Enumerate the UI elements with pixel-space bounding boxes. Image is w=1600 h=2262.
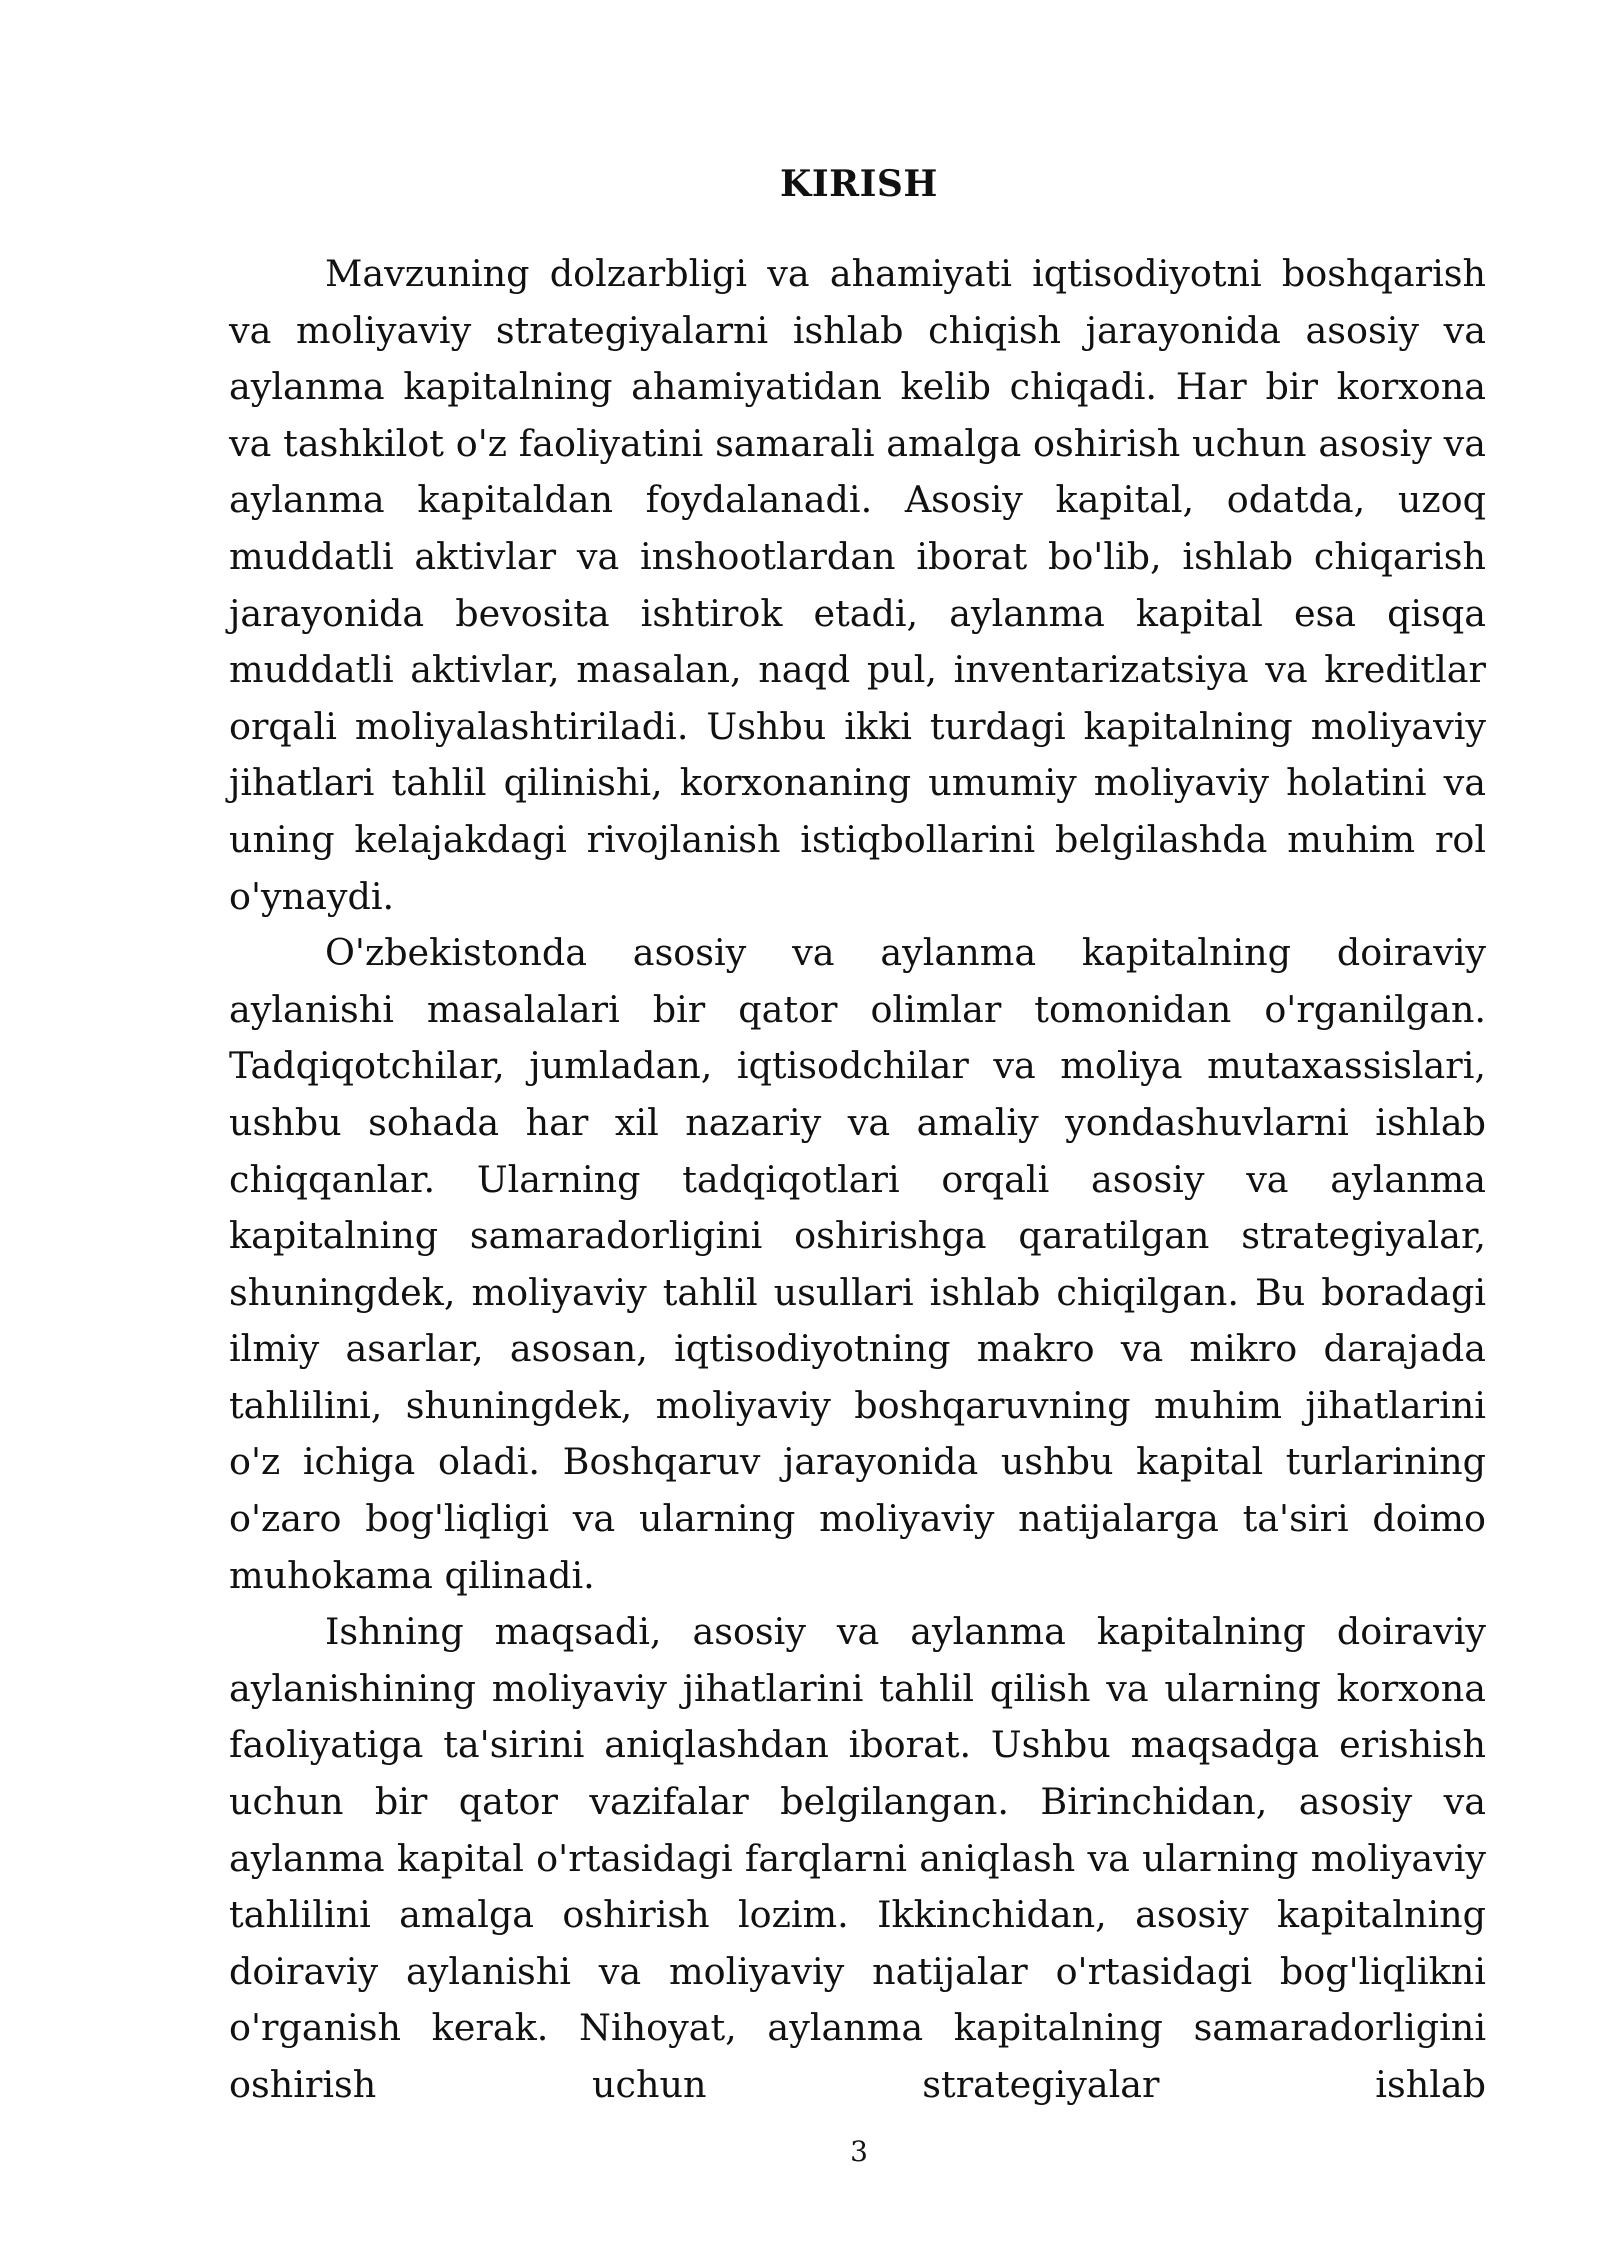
paragraph-research-overview: O'zbekistonda asosiy va aylanma kapitalning doiraviy aylanishi masalalari bir qator olimlar tomonidan o'rganilgan. Tadqiqotchilar, jumladan, iqtisodchilar va moliya mutaxassislari, ushbu sohada har xil nazariy va amaliy yondashuvlarni ishlab chiqqanlar. Ularning tadqiqotlari orqali asosiy va aylanma kapitalning samaradorligini oshirishga qaratilgan strategiyalar, shuningdek, moliyaviy tahlil usullari ishlab chiqilgan. Bu boradagi ilmiy asarlar, asosan, iqtisodiyotning makro va mikro darajada tahlilini, shuningdek, moliyaviy boshqaruvning muhim jihatlarini o'z ichiga oladi. Boshqaruv jarayonida ushbu kapital turlarining o'zaro bog'liqligi va ularning moliyaviy natijalarga ta'siri doimo muhokama qilinadi. <box>229 931 1486 1597</box>
paragraph-aim: Ishning maqsadi, asosiy va aylanma kapitalning doiraviy aylanishining moliyaviy jihatlarini tahlil qilish va ularning korxona faoliyatiga ta'sirini aniqlashdan iborat. Ushbu maqsadga erishish uchun bir qator vazifalar belgilangan. Birinchidan, asosiy va aylanma kapital o'rtasidagi farqlarni aniqlash va ularning moliyaviy tahlilini amalga oshirish lozim. Ikkinchidan, asosiy kapitalning doiraviy aylanishi va moliyaviy natijalar o'rtasidagi bog'liqlikni o'rganish kerak. Nihoyat, aylanma kapitalning samaradorligini oshirish uchun strategiyalar ishlab <box>229 1610 1486 2106</box>
page-number: 3 <box>850 2135 868 2168</box>
paragraph-relevance: Mavzuning dolzarbligi va ahamiyati iqtisodiyotni boshqarish va moliyaviy strategiyalarni ishlab chiqish jarayonida asosiy va aylanma kapitalning ahamiyatidan kelib chiqadi. Har bir korxona va tashkilot o'z faoliyatini samarali amalga oshirish uchun asosiy va aylanma kapitaldan foydalanadi. Asosiy kapital, odatda, uzoq muddatli aktivlar va inshootlardan iborat bo'lib, ishlab chiqarish jarayonida bevosita ishtirok etadi, aylanma kapital esa qisqa muddatli aktivlar, masalan, naqd pul, inventarizatsiya va kreditlar orqali moliyalashtiriladi. Ushbu ikki turdagi kapitalning moliyaviy jihatlari tahlil qilinishi, korxonaning umumiy moliyaviy holatini va uning kelajakdagi rivojlanish istiqbollarini belgilashda muhim rol o'ynaydi. <box>229 252 1486 918</box>
body-text <box>229 246 1486 2114</box>
section-heading: KIRISH <box>780 163 938 205</box>
